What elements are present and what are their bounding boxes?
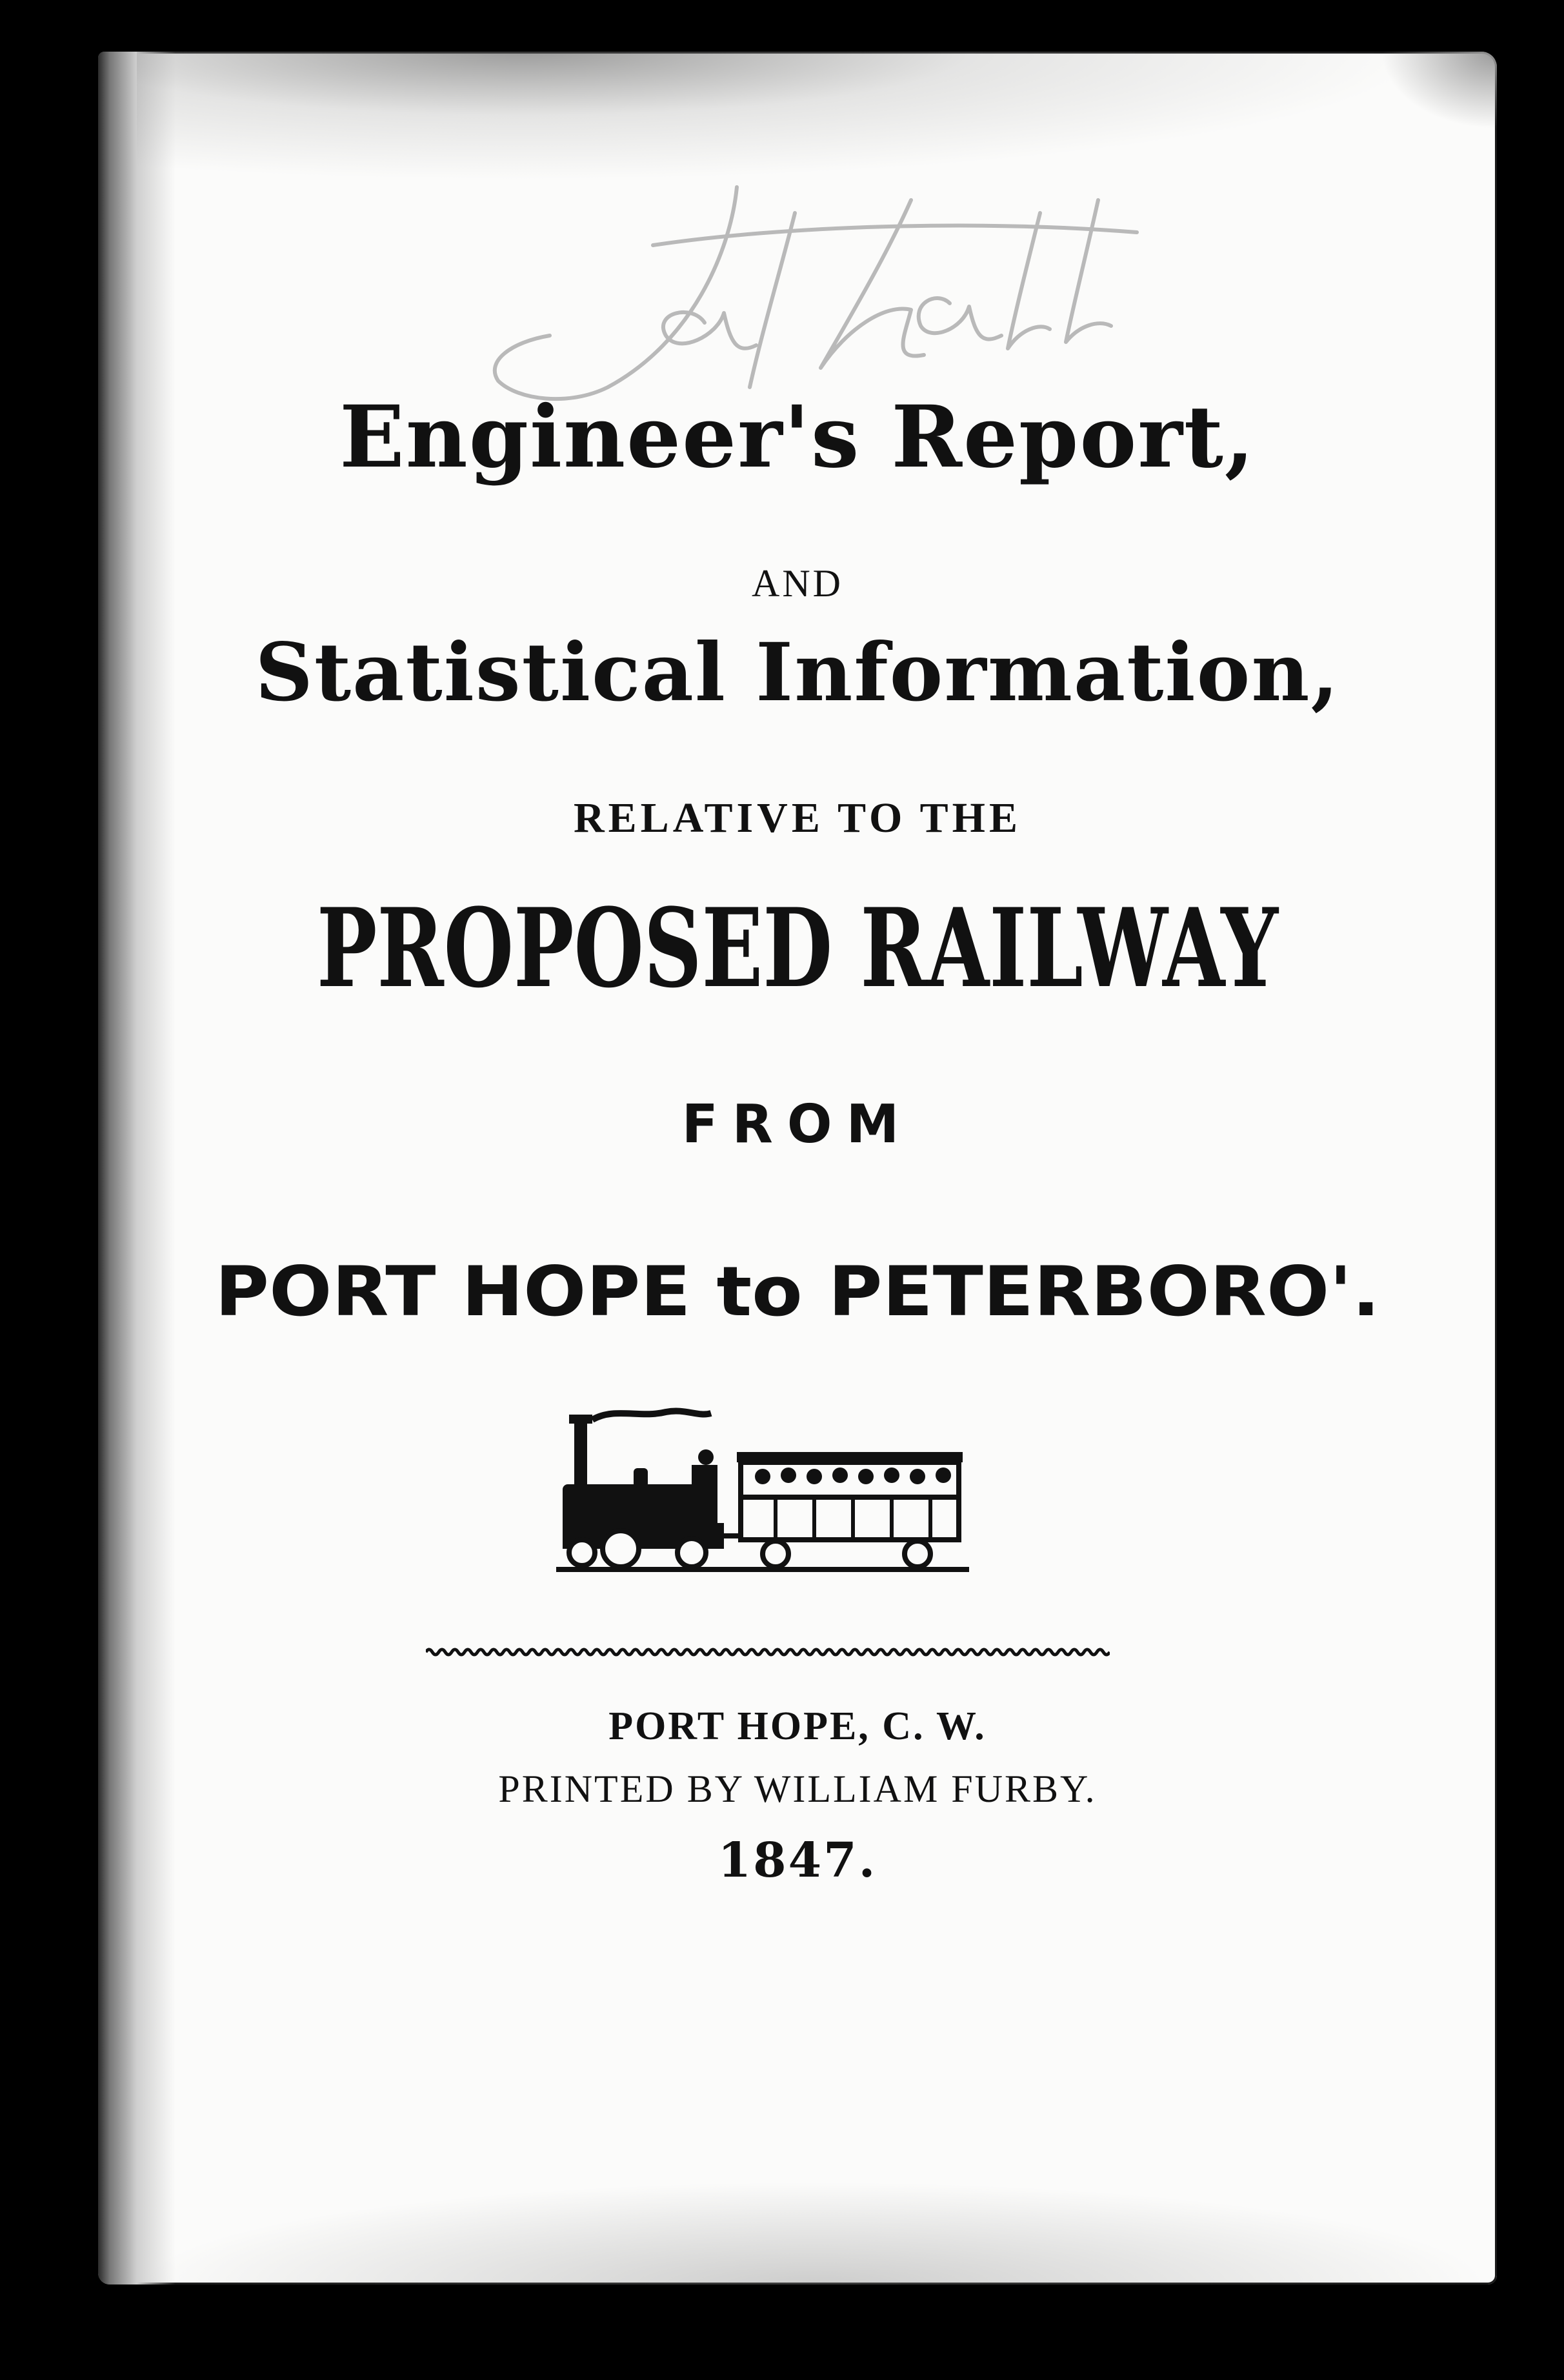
binding-edge (98, 52, 175, 2284)
title-proposed-railway: PROPOSED RAILWAY (316, 884, 1279, 1012)
train-illustration-icon (556, 1400, 969, 1581)
title-statistical-information: Statistical Information, (255, 626, 1340, 720)
paper-stain-top (137, 52, 1427, 181)
route-port-hope-to-peterboro: PORT HOPE to PETERBORO'. (215, 1252, 1380, 1331)
subtitle-relative-to-the: RELATIVE TO THE (573, 794, 1022, 842)
imprint-place: PORT HOPE, C. W. (608, 1704, 987, 1748)
paper-stain-bottom (137, 2181, 1492, 2284)
conjunction-and: AND (752, 562, 843, 605)
subtitle-from: FROM (681, 1094, 914, 1155)
imprint-year: 1847. (717, 1833, 877, 1888)
decorative-wavy-rule (426, 1639, 1110, 1665)
title-engineers-report: Engineer's Report, (339, 387, 1256, 487)
imprint-printer: PRINTED BY WILLIAM FURBY. (498, 1768, 1097, 1810)
title-page (98, 52, 1497, 2284)
corner-fold (1381, 52, 1497, 129)
